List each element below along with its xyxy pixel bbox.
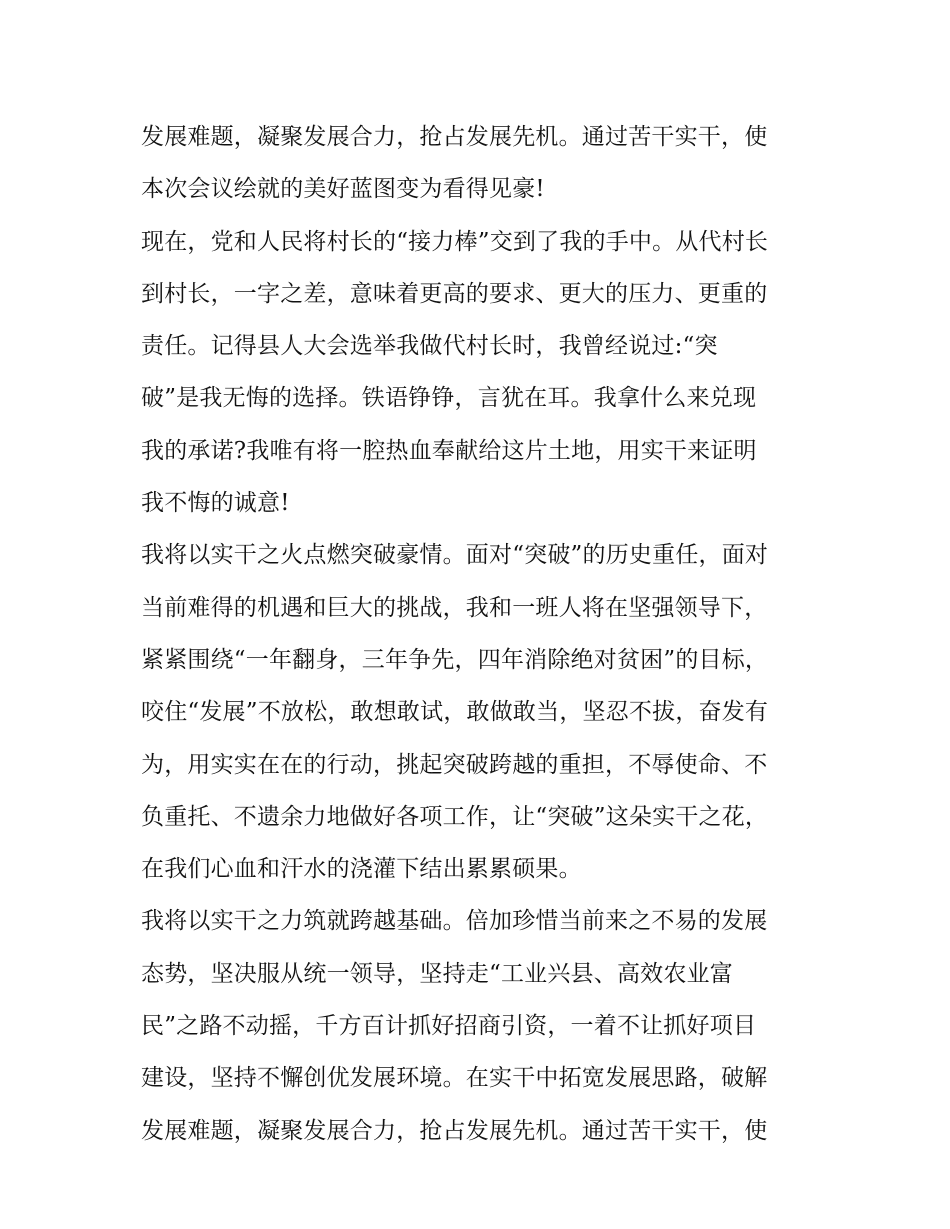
text-line: 现在，党和人民将村长的“接力棒”交到了我的手中。从代村长 <box>141 228 769 255</box>
text-line: 本次会议绘就的美好蓝图变为看得见豪! <box>141 176 545 203</box>
text-line: 民”之路不动摇，千方百计抓好招商引资，一着不让抓好项目 <box>141 1013 757 1040</box>
text-line: 咬住“发展”不放松，敢想敢试，敢做敢当，坚忍不拔，奋发有 <box>141 699 769 726</box>
text-line: 破”是我无悔的选择。铁语铮铮，言犹在耳。我拿什么来兑现 <box>141 385 757 412</box>
text-line: 负重托、不遗余力地做好各项工作，让“突破”这朵实干之花， <box>141 803 769 830</box>
speech-text <box>141 111 821 1157</box>
text-line: 我不悔的诚意! <box>141 490 290 517</box>
text-line: 态势，坚决服从统一领导，坚持走“工业兴县、高效农业富 <box>141 960 733 987</box>
text-line: 发展难题，凝聚发展合力，抢占发展先机。通过苦干实干，使 <box>141 1117 768 1144</box>
text-line: 我将以实干之火点燃突破豪情。面对“突破”的历史重任，面对 <box>141 542 769 569</box>
text-line: 发展难题，凝聚发展合力，抢占发展先机。通过苦干实干，使 <box>141 124 768 150</box>
text-line: 责任。记得县人大会选举我做代村长时，我曾经说过:“突 <box>141 333 718 360</box>
text-line: 我的承诺?我唯有将一腔热血奉献给这片土地，用实干来证明 <box>141 437 757 464</box>
text-line: 到村长，一字之差，意味着更高的要求、更大的压力、更重的 <box>141 280 768 307</box>
text-line: 当前难得的机遇和巨大的挑战，我和一班人将在坚强领导下， <box>141 594 768 621</box>
text-line: 建设，坚持不懈创优发展环境。在实干中拓宽发展思路，破解 <box>141 1065 768 1092</box>
text-line: 紧紧围绕“一年翻身，三年争先，四年消除绝对贫困”的目标， <box>141 646 769 673</box>
text-line: 我将以实干之力筑就跨越基础。倍加珍惜当前来之不易的发展 <box>141 908 768 935</box>
text-line: 为，用实实在在的行动，挑起突破跨越的重担，不辱使命、不 <box>141 751 768 778</box>
text-line: 在我们心血和汗水的浇灌下结出累累硕果。 <box>141 856 582 883</box>
